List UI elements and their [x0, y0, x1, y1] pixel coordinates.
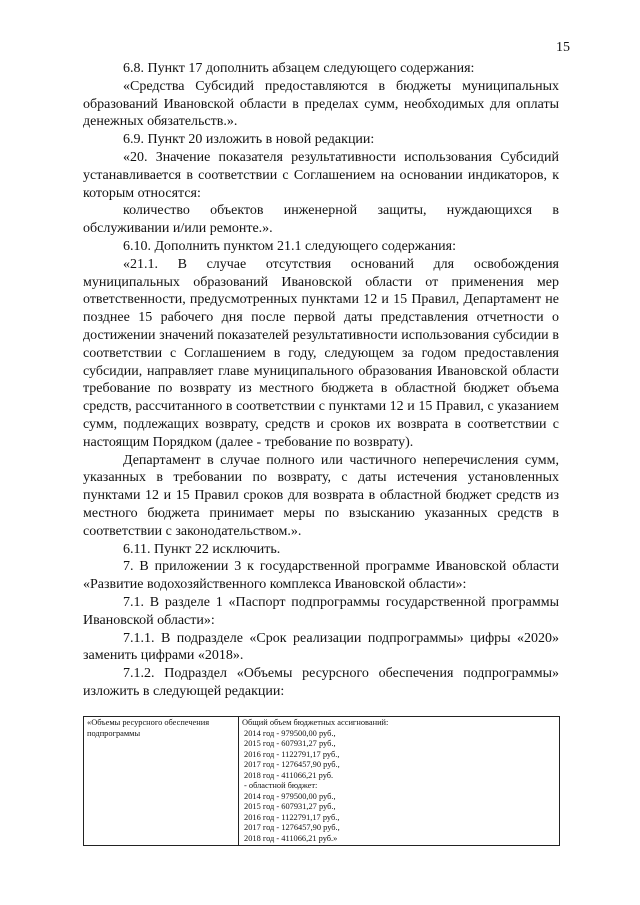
paragraph-7-1: 7.1. В разделе 1 «Паспорт подпрограммы государственной программы Ивановской области»:: [83, 594, 559, 628]
table-line: 2014 год - 979500,00 руб.,: [244, 791, 336, 801]
paragraph-7-1-2: 7.1.2. Подраздел «Объемы ресурсного обеспечения подпрограммы» изложить в следующей редакции:: [83, 666, 559, 699]
table-line: 2017 год - 1276457,90 руб.,: [244, 823, 340, 832]
page-number: 15: [556, 40, 570, 55]
resources-table-wrap: [83, 716, 560, 846]
paragraph-6-8: 6.8. Пункт 17 дополнить абзацем следующего содержания:: [123, 61, 475, 76]
table-line: 2018 год - 411066,21 руб.»: [244, 833, 338, 843]
table-line: 2017 год - 1276457,90 руб.,: [244, 760, 340, 769]
table-line: Общий объем бюджетных ассигнований:: [242, 718, 389, 727]
paragraph-7-1-1: 7.1.1. В подразделе «Срок реализации подпрограммы» цифры «2020» заменить цифрами «2018».: [83, 630, 559, 664]
document-body: [83, 60, 559, 701]
paragraph-6-11: 6.11. Пункт 22 исключить.: [123, 541, 281, 557]
table-cell-values: [239, 717, 560, 846]
paragraph-20: «20. Значение показателя результативности использования Субсидий устанавливается в соответствии с Соглашением на основании индикаторов, к которым относятся:: [83, 149, 559, 201]
paragraph-20-indicator: количество объектов инженерной защиты, нуждающихся в обслуживании и/или ремонте.».: [83, 203, 559, 237]
paragraph-department: Департамент в случае полного или частичного неперечисления сумм, указанных в требовании по возврату, с даты истечения установленных пунктами 12 и 15 Правил сроков для возврата в областной бюджет средств из местного бюджета принимает меры по взысканию указанных средств в соответствии с законодательством.».: [83, 452, 559, 539]
paragraph-21-1: «21.1. В случае отсутствия оснований для освобождения муниципальных образований Ивановской области от применения мер ответственности, предусмотренных пунктами 12 и 15 Правил, Департамент не позднее 15 рабочего дня после первой даты представления отчетности о достижении значений показателей результативности использования субсидии в соответствии с Соглашением в году, следующем за годом предоставления субсидии, направляет главе муниципального образования Ивановской области требование по возврату из местного бюджета в областной бюджет объема средств, рассчитанного в соответствии с пунктами 12 и 15 Правил, с указанием сумм, подлежащих возврату, средств и сроков их возврата в соответствии с настоящим Порядком (далее - требование по возврату).: [83, 256, 559, 450]
table-line: 2018 год - 411066,21 руб.: [244, 770, 334, 780]
table-line: 2016 год - 1122791,17 руб.,: [244, 749, 340, 759]
table-row: [84, 717, 560, 846]
table-line: - областной бюджет:: [244, 781, 318, 790]
paragraph-6-10: 6.10. Дополнить пунктом 21.1 следующего содержания:: [123, 238, 457, 254]
table-line: 2015 год - 607931,27 руб.,: [244, 802, 336, 811]
paragraph-6-9: 6.9. Пункт 20 изложить в новой редакции:: [123, 132, 375, 148]
table-cell-label: «Объемы ресурсного обеспечения подпрограммы: [84, 717, 239, 846]
table-line: 2016 год - 1122791,17 руб.,: [244, 812, 340, 822]
paragraph-7: 7. В приложении 3 к государственной программе Ивановской области «Развитие водохозяйственного комплекса Ивановской области»:: [83, 559, 559, 593]
paragraph-6-8-text: «Средства Субсидий предоставляются в бюджеты муниципальных образований Ивановской области в пределах сумм, необходимых для оплаты денежных обязательств.».: [83, 78, 559, 130]
table-line: 2015 год - 607931,27 руб.,: [244, 739, 336, 748]
table-line: 2014 год - 979500,00 руб.,: [244, 728, 336, 738]
resources-table: [83, 716, 560, 846]
